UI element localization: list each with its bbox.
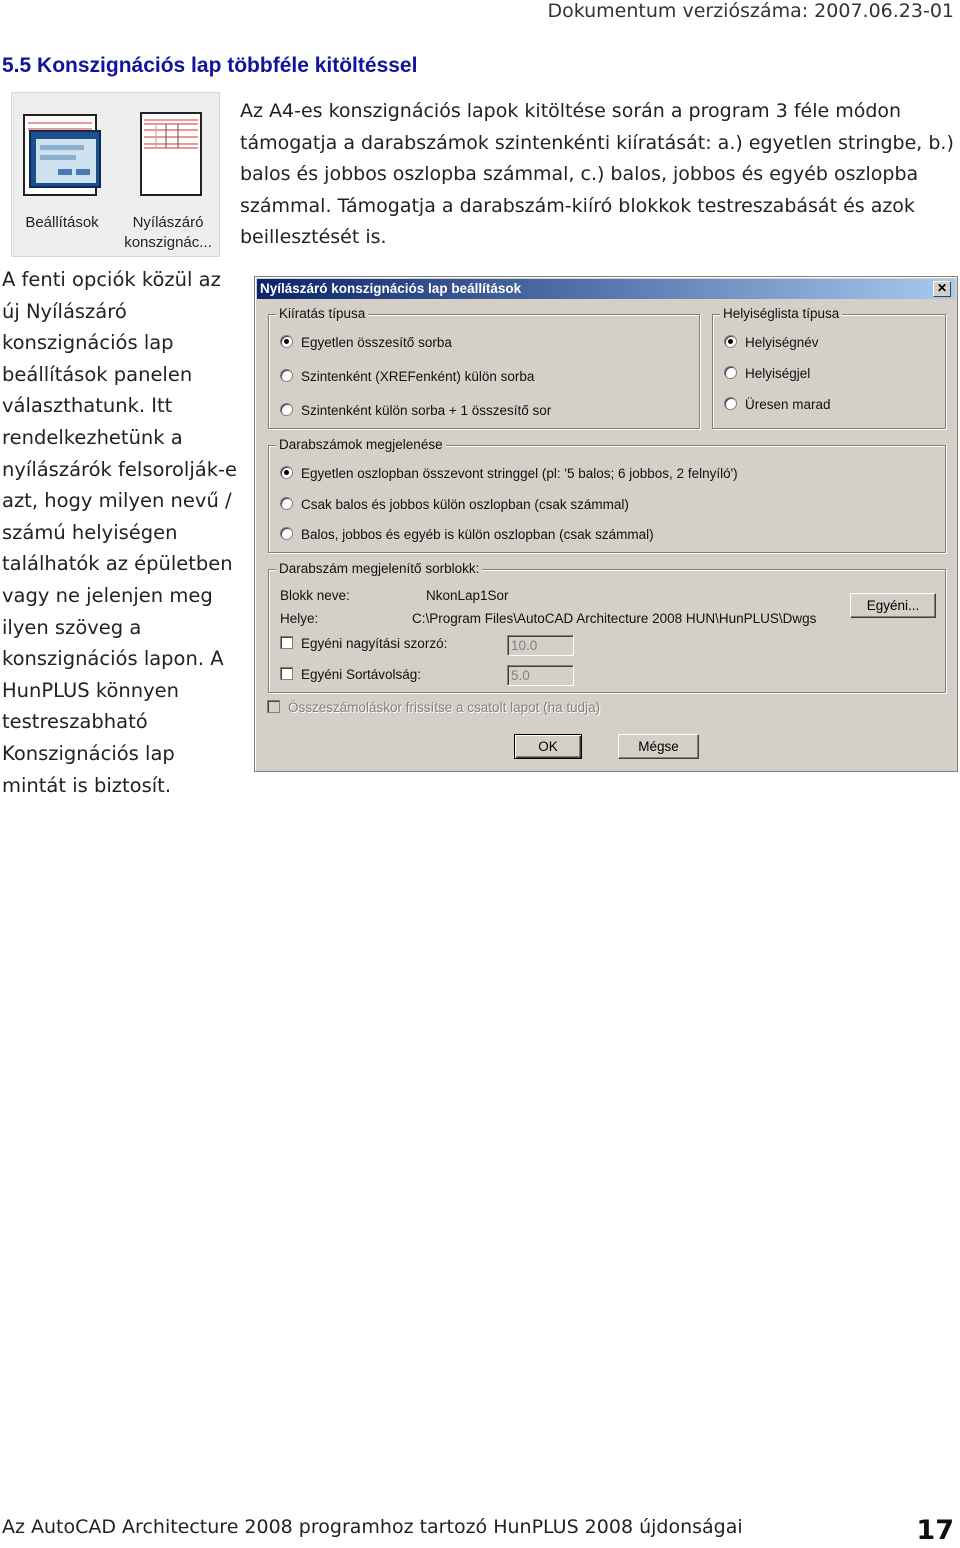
- block-location-value: C:\Program Files\AutoCAD Architecture 2008 HUN\HunPLUS\Dwgs: [412, 611, 817, 626]
- settings-toolbar-label: Beállítások: [25, 214, 99, 231]
- dialog-title: Nyílászáró konszignációs lap beállítások: [260, 281, 522, 296]
- room-list-option-code[interactable]: Helyiségjel: [724, 366, 810, 381]
- radio-selected-icon[interactable]: [280, 335, 293, 348]
- close-icon[interactable]: ✕: [933, 281, 951, 297]
- room-list-option-name[interactable]: Helyiségnév: [724, 335, 819, 350]
- count-display-group: [268, 437, 946, 553]
- room-list-option-empty[interactable]: Üresen marad: [724, 397, 831, 412]
- cancel-button[interactable]: Mégse: [618, 734, 699, 759]
- radio-icon[interactable]: [280, 497, 293, 510]
- consignment-toolbar-label-1: Nyílászáró: [132, 214, 204, 231]
- custom-linespacing-checkbox[interactable]: Egyéni Sortávolság:: [280, 667, 421, 682]
- block-location-label: Helye:: [280, 611, 319, 626]
- room-list-type-legend: Helyiséglista típusa: [720, 306, 842, 321]
- radio-icon[interactable]: [280, 369, 293, 382]
- radio-icon[interactable]: [724, 397, 737, 410]
- count-display-option-combined[interactable]: Egyetlen oszlopban összevont stringgel (pl: '5 balos; 6 jobbos, 2 felnyíló'): [280, 466, 738, 481]
- radio-icon[interactable]: [280, 527, 293, 540]
- checkbox-icon[interactable]: [280, 636, 293, 649]
- settings-dialog-icon: [12, 93, 112, 203]
- row-block-legend: Darabszám megjelenítő sorblokk:: [276, 561, 482, 576]
- settings-dialog: [254, 276, 958, 772]
- output-type-legend: Kiíratás típusa: [276, 306, 368, 321]
- footer-text: Az AutoCAD Architecture 2008 programhoz tartozó HunPLUS 2008 újdonságai: [2, 1516, 743, 1538]
- page-number: 17: [916, 1515, 954, 1546]
- toolbar-image: [11, 92, 220, 257]
- checkbox-icon[interactable]: [280, 667, 293, 680]
- room-list-type-group: [712, 306, 946, 429]
- count-display-option-left-right-other[interactable]: Balos, jobbos és egyéb is külön oszlopban (csak számmal): [280, 527, 654, 542]
- refresh-linked-sheet-checkbox[interactable]: Összeszámoláskor frissítse a csatolt lapot (ha tudja): [267, 700, 600, 715]
- intro-paragraph: Az A4-es konszignációs lapok kitöltése során a program 3 féle módon támogatja a darabszámok szintenkénti kiíratását: a.) egyetlen stringbe, b.) balos és jobbos oszlopba számmal, c.) balos, jobbos és egyéb oszlopba számmal. Támogatja a darabszám-kiíró blokkok testreszabását és azok beillesztését is.: [240, 100, 954, 249]
- row-block-group: [268, 561, 946, 693]
- output-type-option-single[interactable]: Egyetlen összesítő sorba: [280, 335, 452, 350]
- block-name-value: NkonLap1Sor: [426, 588, 509, 603]
- settings-toolbar-button[interactable]: [12, 93, 112, 256]
- output-type-option-per-level-summary[interactable]: Szintenként külön sorba + 1 összesítő sor: [280, 403, 551, 418]
- checkbox-icon[interactable]: [267, 700, 280, 713]
- radio-icon[interactable]: [724, 366, 737, 379]
- custom-linespacing-input[interactable]: 5.0: [507, 665, 574, 686]
- count-display-legend: Darabszámok megjelenése: [276, 437, 446, 452]
- custom-block-button[interactable]: Egyéni...: [850, 593, 936, 618]
- document-version: Dokumentum verziószáma: 2007.06.23-01: [547, 0, 954, 22]
- custom-scale-checkbox[interactable]: Egyéni nagyítási szorzó:: [280, 636, 447, 651]
- section-title: 5.5 Konszignációs lap többféle kitöltéssel: [2, 54, 418, 77]
- side-paragraph: A fenti opciók közül az új Nyílászáró konszignációs lap beállítások panelen választhatunk. Itt rendelkezhetünk a nyílászárók felsorolják-e azt, hogy milyen nevű / számú helyiségen találhatók az épületben vagy ne jelenjen meg ilyen szöveg a konszignációs lapon. A HunPLUS könnyen testreszabható Konszignációs lap mintát is biztosít.: [2, 268, 238, 797]
- ok-button[interactable]: OK: [514, 734, 582, 759]
- dialog-titlebar[interactable]: [257, 279, 955, 299]
- custom-scale-input[interactable]: 10.0: [507, 635, 574, 656]
- output-type-group: [268, 306, 700, 429]
- consignment-toolbar-label-2: konszignác...: [124, 234, 212, 251]
- radio-selected-icon[interactable]: [724, 335, 737, 348]
- output-type-option-per-level[interactable]: Szintenként (XREFenként) külön sorba: [280, 369, 534, 384]
- radio-selected-icon[interactable]: [280, 466, 293, 479]
- consignment-sheet-icon: [116, 93, 220, 203]
- consignment-toolbar-button[interactable]: [116, 93, 220, 256]
- block-name-label: Blokk neve:: [280, 588, 350, 603]
- radio-icon[interactable]: [280, 403, 293, 416]
- count-display-option-left-right[interactable]: Csak balos és jobbos külön oszlopban (csak számmal): [280, 497, 629, 512]
